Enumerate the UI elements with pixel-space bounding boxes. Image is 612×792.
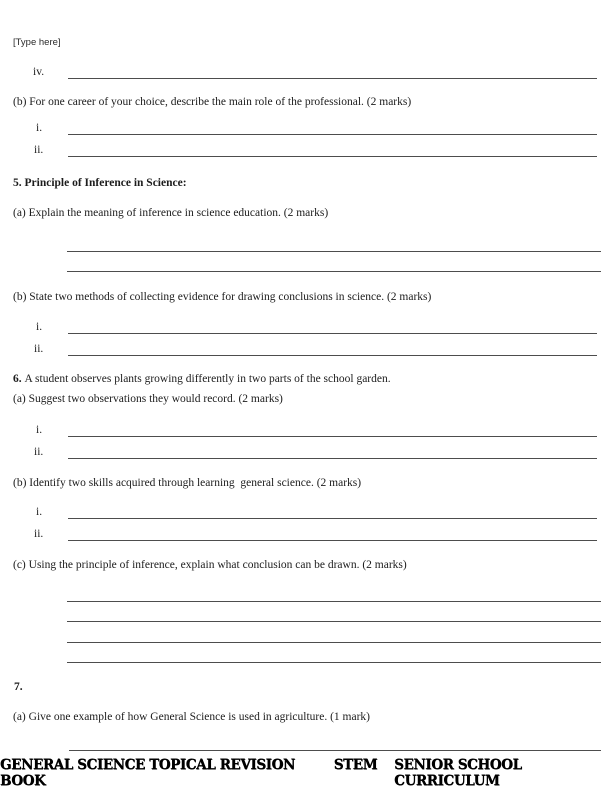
answer-line[interactable] — [67, 621, 601, 622]
question-7a-text: (a) Give one example of how General Science is used in agriculture. (1 mark) — [13, 711, 370, 723]
answer-line[interactable] — [68, 156, 597, 157]
item-label-i: i. — [36, 506, 43, 518]
item-label-i: i. — [36, 122, 43, 134]
answer-line[interactable] — [67, 642, 601, 643]
item-label-ii: ii. — [34, 144, 44, 156]
answer-line[interactable] — [68, 134, 597, 135]
item-label-ii: ii. — [34, 446, 44, 458]
question-5-heading: 5. Principle of Inference in Science: — [13, 177, 187, 189]
question-7-number: 7. — [14, 681, 23, 693]
answer-line[interactable] — [68, 333, 597, 334]
answer-line[interactable] — [68, 458, 597, 459]
answer-line[interactable] — [68, 436, 597, 437]
item-label-ii: ii. — [34, 528, 44, 540]
footer-book-title: GENERAL SCIENCE TOPICAL REVISION BOOK — [0, 757, 295, 789]
question-6c-text: (c) Using the principle of inference, explain what conclusion can be drawn. (2 marks) — [13, 559, 407, 571]
question-6a-text: (a) Suggest two observations they would record. (2 marks) — [13, 393, 283, 405]
question-5a-text: (a) Explain the meaning of inference in science education. (2 marks) — [13, 207, 329, 219]
footer-program: STEM — [333, 757, 378, 773]
answer-line[interactable] — [68, 78, 597, 79]
answer-line[interactable] — [69, 750, 601, 751]
item-label-i: i. — [36, 321, 43, 333]
question-6b-text: (b) Identify two skills acquired through learning general science. (2 marks) — [13, 477, 362, 489]
question-4b-text: (b) For one career of your choice, describe the main role of the professional. (2 marks) — [13, 96, 412, 108]
answer-line[interactable] — [68, 518, 597, 519]
answer-line[interactable] — [67, 271, 601, 272]
item-label-i: i. — [36, 424, 43, 436]
question-6-number: 6. — [13, 373, 22, 385]
answer-line[interactable] — [68, 355, 597, 356]
question-5b-text: (b) State two methods of collecting evidence for drawing conclusions in science. (2 marks) — [13, 291, 432, 303]
answer-line[interactable] — [67, 601, 601, 602]
question-6-intro-text: A student observes plants growing differently in two parts of the school garden. — [21, 373, 391, 385]
page-footer — [0, 757, 612, 789]
footer-curriculum: SENIOR SCHOOL CURRICULUM — [394, 757, 522, 789]
answer-line[interactable] — [67, 662, 601, 663]
question-6-intro — [13, 372, 391, 386]
answer-line[interactable] — [67, 251, 601, 252]
item-label-ii: ii. — [34, 343, 44, 355]
answer-line[interactable] — [68, 540, 597, 541]
header-type-here-placeholder[interactable]: [Type here] — [13, 37, 61, 48]
item-label-iv: iv. — [33, 66, 45, 78]
